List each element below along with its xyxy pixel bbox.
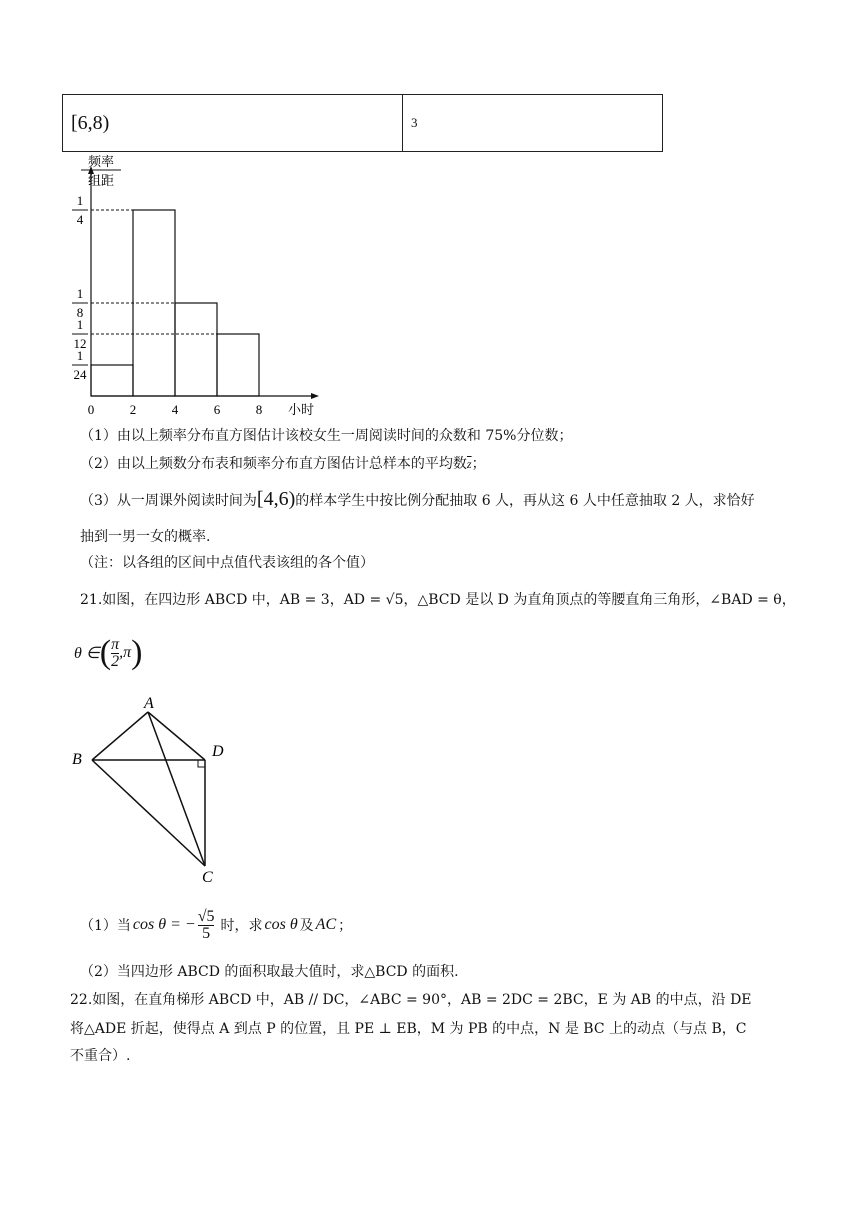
q21-pi-end: ,π bbox=[119, 644, 132, 661]
q21-statement: 21.如图，在四边形 ABCD 中，AB = 3，AD = √5，△BCD 是以 D 为直角顶点的等腰直角三角形，∠BAD = θ， bbox=[80, 592, 796, 608]
q20-part3-b: 的样本学生中按比例分配抽取 6 人，再从这 6 人中任意抽取 2 人，求恰好 bbox=[295, 493, 755, 509]
frequency-table-row bbox=[62, 94, 663, 152]
q21-sub1 bbox=[80, 900, 352, 950]
y-tick-denominator: 4 bbox=[76, 212, 84, 227]
q21-two: 2 bbox=[111, 652, 120, 670]
q20-part2-text: （2）由以上频数分布表和频率分布直方图估计总样本的平均数 bbox=[80, 456, 467, 472]
x-tick-label: 4 bbox=[171, 402, 179, 417]
q20-part2 bbox=[80, 454, 486, 474]
q21-sub2: （2）当四边形 ABCD 的面积取最大值时，求△BCD 的面积. bbox=[80, 964, 459, 980]
q20-mean-symbol: $\overline{z}$ bbox=[466, 457, 472, 471]
y-axis-label-top: 频率 bbox=[87, 154, 115, 169]
q21-theta-range: θ ∈ ( $\frac{\pi}{2}$ ,π ) bbox=[74, 634, 143, 671]
q21-sub1-ac: AC bbox=[315, 916, 337, 933]
q22-line2: 将△ADE 折起，使得点 A 到点 P 的位置，且 PE ⊥ EB，M 为 PB 的中点，N 是 BC 上的动点（与点 B，C bbox=[70, 1021, 747, 1037]
label-d: D bbox=[212, 743, 224, 760]
q20-part3-cont: 抽到一男一女的概率. bbox=[80, 529, 211, 545]
histogram-bar bbox=[91, 365, 133, 396]
q21-theta-in: θ ∈ bbox=[74, 645, 100, 662]
q21-sub1-c: 及 bbox=[299, 918, 314, 934]
edge-bc bbox=[92, 760, 205, 866]
q21-pi: π bbox=[111, 635, 120, 653]
y-tick-numerator: 1 bbox=[76, 193, 84, 208]
q20-interval: [4,6) bbox=[256, 488, 296, 510]
y-tick-numerator: 1 bbox=[76, 286, 84, 301]
x-tick-label: 0 bbox=[87, 402, 95, 417]
y-tick-denominator: 8 bbox=[76, 305, 84, 320]
q20-part1: （1）由以上频率分布直方图估计该校女生一周阅读时间的众数和 75%分位数； bbox=[80, 428, 573, 444]
q21-five: 5 bbox=[202, 924, 211, 942]
label-b: B bbox=[72, 751, 82, 768]
x-axis-arrow bbox=[311, 393, 319, 399]
table-cell-count: 3 bbox=[403, 95, 663, 152]
label-c: C bbox=[202, 869, 213, 886]
quadrilateral-abcd-diagram bbox=[60, 690, 240, 890]
frequency-histogram bbox=[60, 152, 340, 420]
q20-note: （注：以各组的区间中点值代表该组的各个值） bbox=[80, 555, 374, 571]
q21-sqrt5: √5 bbox=[197, 907, 215, 925]
y-tick-numerator: 1 bbox=[76, 347, 84, 363]
x-tick-label: 6 bbox=[213, 402, 221, 417]
histogram-bar bbox=[175, 303, 217, 396]
y-tick-denominator: 24 bbox=[73, 366, 87, 382]
x-tick-label: 8 bbox=[255, 402, 263, 417]
q21-sub1-a: （1）当 bbox=[80, 918, 131, 934]
right-angle-mark bbox=[198, 760, 205, 767]
q21-sub1-cos2: cos θ bbox=[264, 916, 298, 933]
q20-part3-a: （3）从一周课外阅读时间为 bbox=[80, 493, 257, 509]
y-tick-numerator: 1 bbox=[76, 317, 84, 333]
q21-sub1-b: 时，求 bbox=[220, 918, 263, 934]
x-axis-label: 小时 bbox=[287, 402, 315, 417]
histogram-bar bbox=[217, 334, 259, 396]
q22-line1: 22.如图，在直角梯形 ABCD 中，AB // DC，∠ABC = 90°，AB = 2DC = 2BC，E 为 AB 的中点，沿 DE bbox=[70, 992, 752, 1008]
y-axis-label-bottom: 组距 bbox=[87, 173, 115, 188]
q21-sub1-cos: cos θ = − bbox=[132, 916, 196, 933]
x-tick-label: 2 bbox=[129, 402, 137, 417]
y-tick-denominator: 12 bbox=[73, 336, 87, 352]
edge-ab bbox=[92, 712, 148, 760]
q20-part3 bbox=[80, 489, 755, 511]
q20-part2-end: ； bbox=[471, 456, 486, 472]
q21-sub1-end: ； bbox=[338, 918, 353, 934]
label-a: A bbox=[144, 695, 154, 712]
q22-line3: 不重合）. bbox=[70, 1048, 131, 1064]
table-cell-interval: [6,8) bbox=[63, 95, 403, 152]
